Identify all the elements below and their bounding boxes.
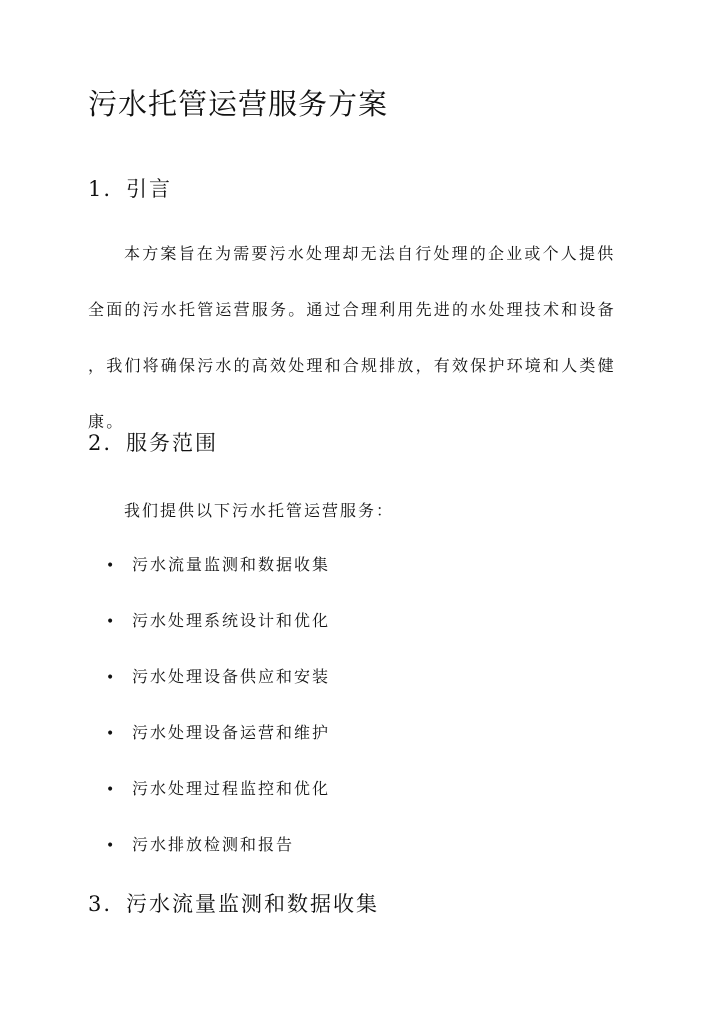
bullet-icon: • bbox=[106, 558, 117, 574]
bullet-icon: • bbox=[106, 614, 117, 630]
paragraph-line: 全面的污水托管运营服务。通过合理利用先进的水处理技术和设备 bbox=[88, 300, 616, 319]
section-1-paragraph bbox=[88, 226, 632, 450]
service-list bbox=[106, 552, 330, 888]
section-1-number: 1. bbox=[88, 177, 113, 201]
list-item-text: 污水处理过程监控和优化 bbox=[132, 779, 331, 798]
section-2-intro: 我们提供以下污水托管运营服务： bbox=[124, 501, 395, 520]
section-1-heading bbox=[88, 174, 172, 204]
section-2-heading bbox=[88, 428, 218, 458]
section-3-heading bbox=[88, 889, 379, 919]
paragraph-line: ，我们将确保污水的高效处理和合规排放，有效保护环境和人类健 bbox=[88, 356, 616, 375]
list-item-text: 污水处理设备供应和安装 bbox=[132, 667, 331, 686]
section-3-number: 3. bbox=[88, 892, 113, 916]
list-item-text: 污水处理设备运营和维护 bbox=[132, 723, 331, 742]
paragraph-line: 康。 bbox=[88, 412, 125, 431]
list-item bbox=[106, 608, 330, 664]
list-item bbox=[106, 720, 330, 776]
section-2-title: 服务范围 bbox=[126, 431, 218, 455]
list-item bbox=[106, 552, 330, 608]
list-item bbox=[106, 664, 330, 720]
bullet-icon: • bbox=[106, 670, 117, 686]
bullet-icon: • bbox=[106, 726, 117, 742]
bullet-icon: • bbox=[106, 782, 117, 798]
bullet-icon: • bbox=[106, 838, 117, 854]
list-item bbox=[106, 832, 330, 888]
list-item bbox=[106, 776, 330, 832]
section-1-title: 引言 bbox=[126, 177, 172, 201]
paragraph-line: 本方案旨在为需要污水处理却无法自行处理的企业或个人提供 bbox=[124, 244, 616, 263]
section-3-title: 污水流量监测和数据收集 bbox=[126, 892, 379, 916]
list-item-text: 污水处理系统设计和优化 bbox=[132, 611, 331, 630]
list-item-text: 污水排放检测和报告 bbox=[132, 835, 295, 854]
document-title: 污水托管运营服务方案 bbox=[88, 87, 389, 121]
list-item-text: 污水流量监测和数据收集 bbox=[132, 555, 331, 574]
section-2-number: 2. bbox=[88, 431, 113, 455]
